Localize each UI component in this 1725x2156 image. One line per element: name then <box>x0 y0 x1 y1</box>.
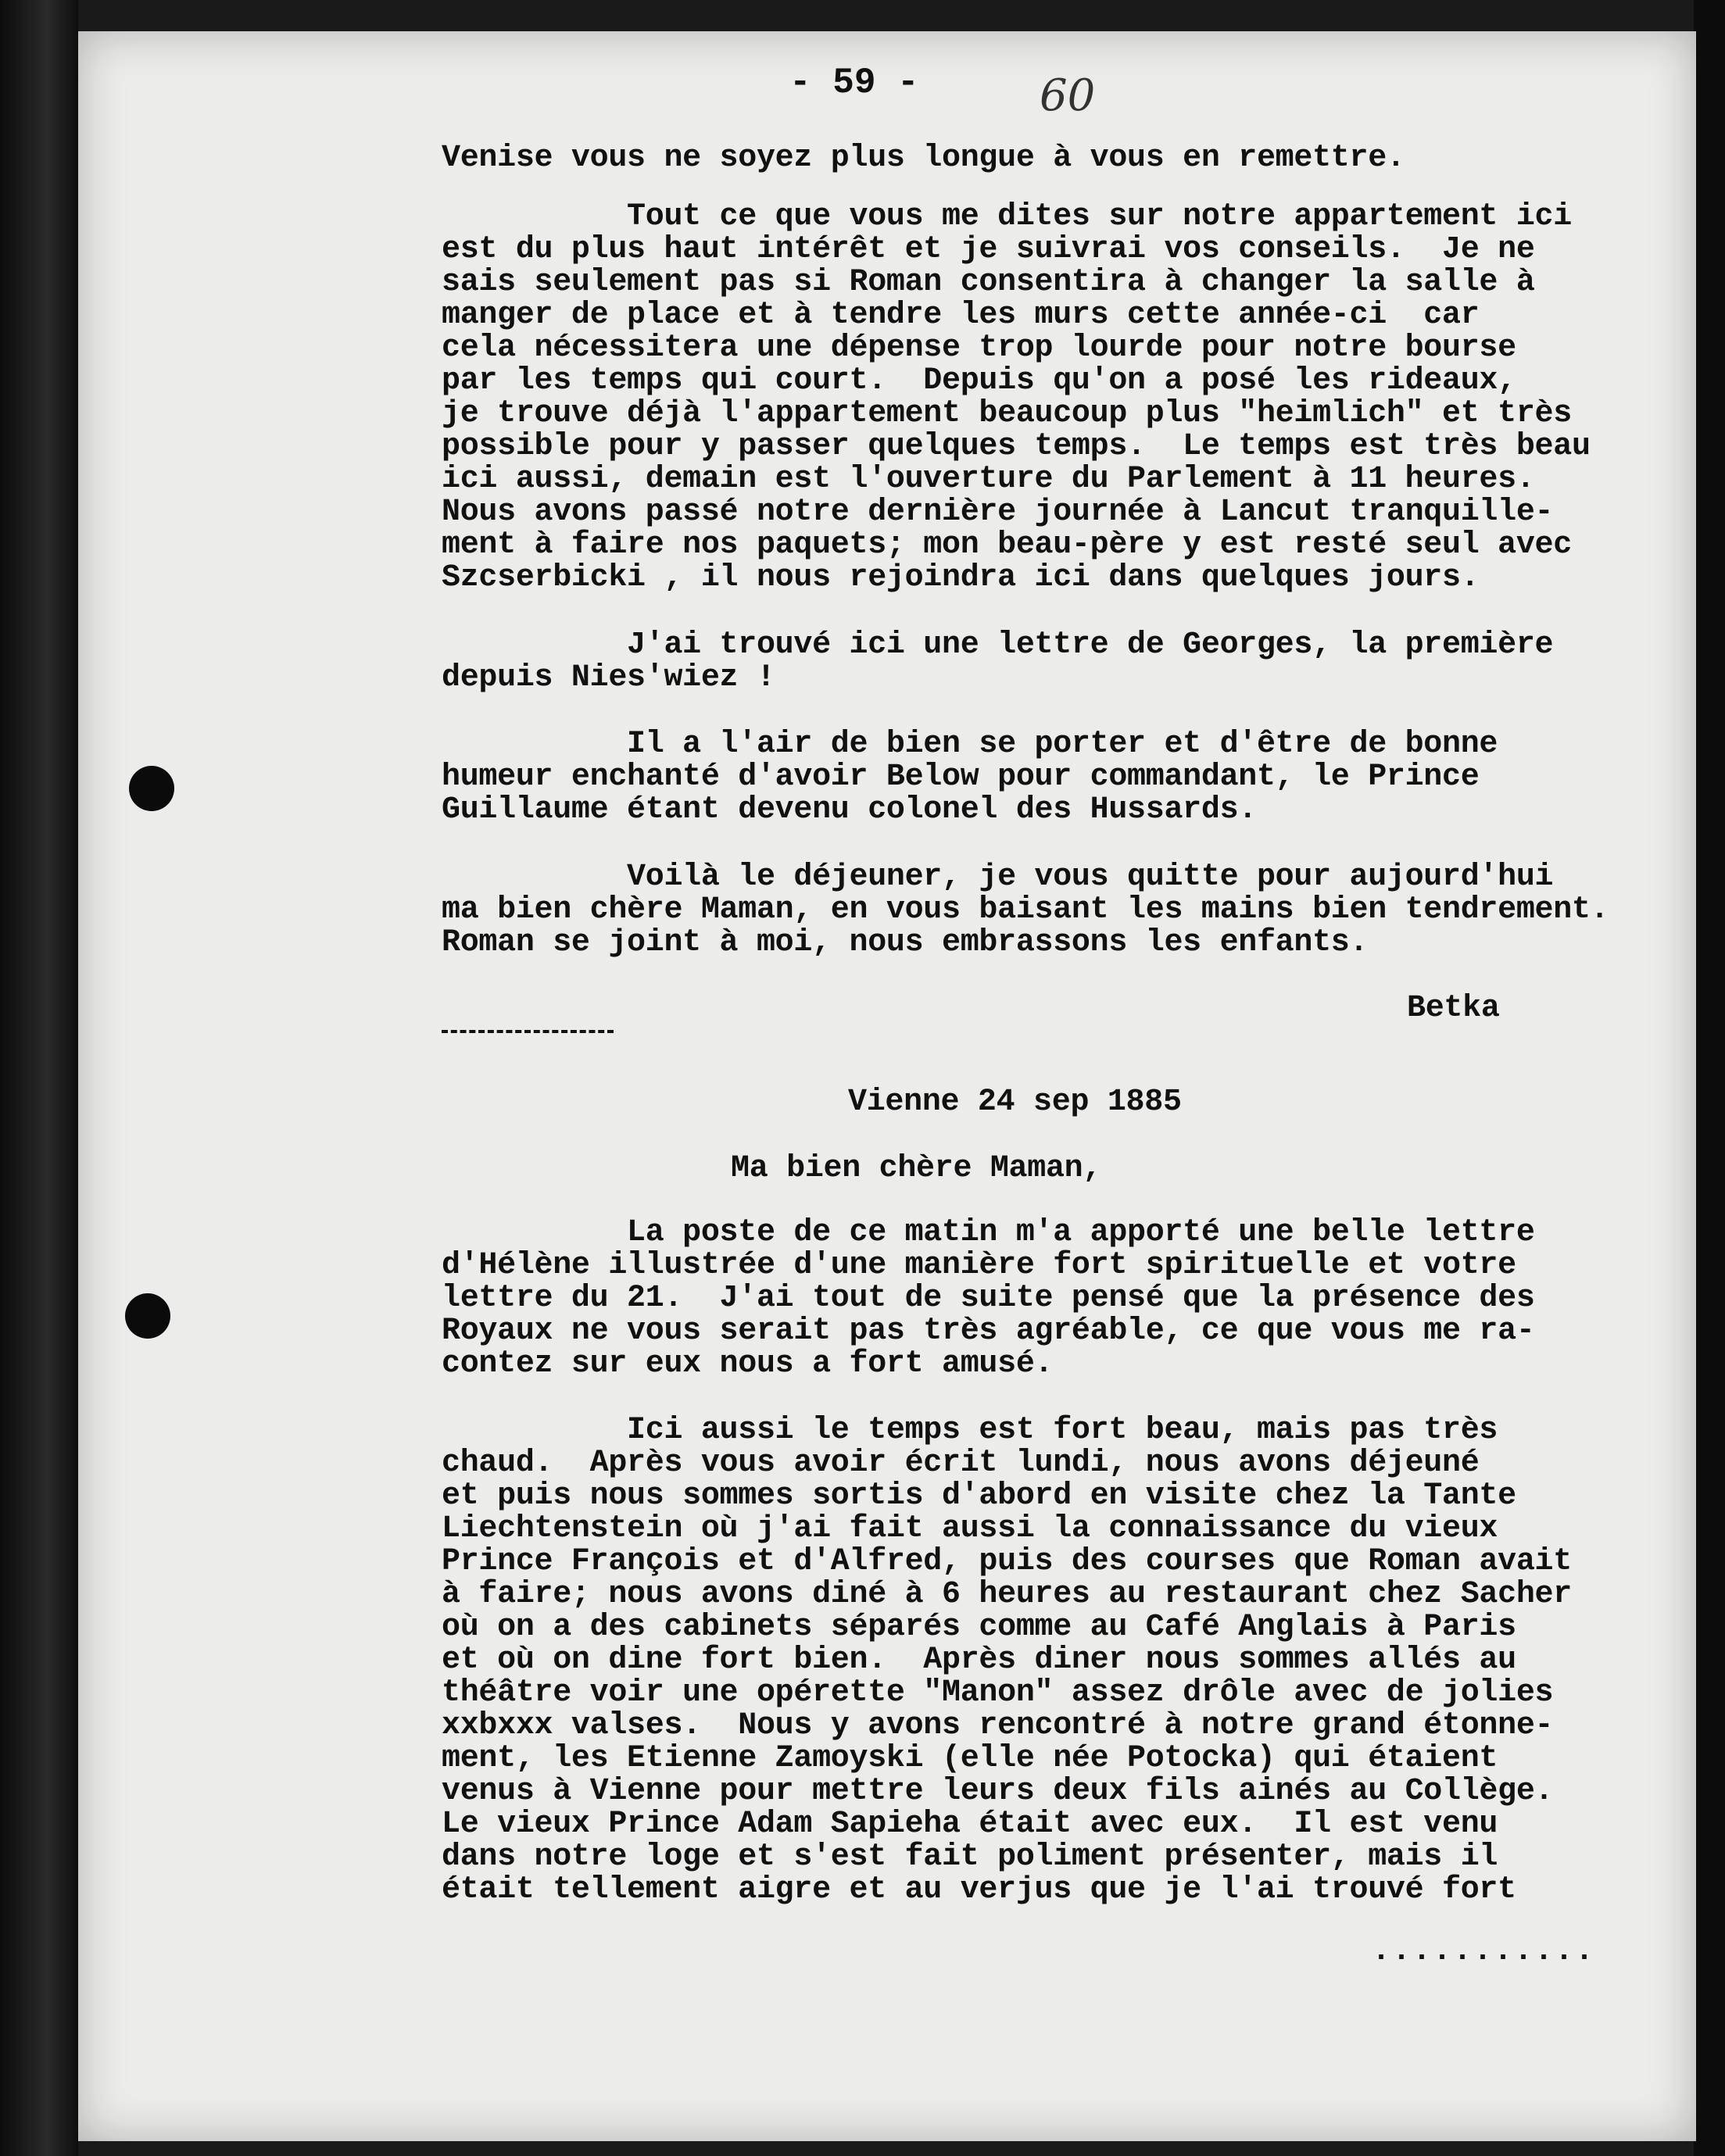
text-line: ment à faire nos paquets; mon beau-père y est resté seul avec <box>442 527 1572 563</box>
text-line: contez sur eux nous a fort amusé. <box>442 1346 1054 1382</box>
text-line: venus à Vienne pour mettre leurs deux fils ainés au Collège. <box>442 1774 1554 1809</box>
text-line: et où on dine fort bien. Après diner nous sommes allés au <box>442 1643 1516 1678</box>
text-line: J'ai trouvé ici une lettre de Georges, la première <box>442 627 1554 663</box>
text-line: Ici aussi le temps est fort beau, mais pas très <box>442 1413 1498 1448</box>
text-line: Le vieux Prince Adam Sapieha était avec eux. Il est venu <box>442 1807 1498 1842</box>
text-line: xxbxxx valses. Nous y avons rencontré à notre grand étonne- <box>442 1708 1554 1743</box>
continuation-dots: ........... <box>1372 1934 1596 1969</box>
text-line: ment, les Etienne Zamoyski (elle née Potocka) qui étaient <box>442 1741 1498 1776</box>
text-line: ma bien chère Maman, en vous baisant les mains bien tendrement. <box>442 892 1609 928</box>
film-edge-left <box>0 0 78 2156</box>
text-line: Nous avons passé notre dernière journée à Lancut tranquille- <box>442 495 1554 530</box>
text-line: humeur enchanté d'avoir Below pour commandant, le Prince <box>442 760 1480 795</box>
text-line: Guillaume étant devenu colonel des Hussards. <box>442 792 1257 828</box>
text-line: cela nécessitera une dépense trop lourde pour notre bourse <box>442 331 1516 366</box>
text-line: manger de place et à tendre les murs cette année-ci car <box>442 298 1480 333</box>
text-line: dans notre loge et s'est fait poliment présenter, mais il <box>442 1840 1498 1875</box>
text-line: Liechtenstein où j'ai fait aussi la connaissance du vieux <box>442 1511 1498 1546</box>
text-line: Royaux ne vous serait pas très agréable, ce que vous me ra- <box>442 1314 1535 1349</box>
letter-2-place-date: Vienne 24 sep 1885 <box>848 1085 1182 1120</box>
text-line: depuis Nies'wiez ! <box>442 660 775 695</box>
text-line: chaud. Après vous avoir écrit lundi, nous avons déjeuné <box>442 1446 1480 1481</box>
text-line: théâtre voir une opérette "Manon" assez drôle avec de jolies <box>442 1675 1554 1711</box>
text-line: lettre du 21. J'ai tout de suite pensé que la présence des <box>442 1281 1535 1316</box>
text-line: et puis nous sommes sortis d'abord en visite chez la Tante <box>442 1478 1516 1514</box>
text-line: à faire; nous avons diné à 6 heures au restaurant chez Sacher <box>442 1577 1572 1612</box>
text-line: était tellement aigre et au verjus que je l'ai trouvé fort <box>442 1872 1516 1908</box>
letter-separator <box>442 1030 614 1036</box>
text-line: Il a l'air de bien se porter et d'être de bonne <box>442 727 1498 762</box>
text-line: Prince François et d'Alfred, puis des courses que Roman avait <box>442 1544 1572 1579</box>
text-line: possible pour y passer quelques temps. Le temps est très beau <box>442 429 1591 464</box>
text-line: où on a des cabinets séparés comme au Café Anglais à Paris <box>442 1610 1516 1645</box>
text-line: par les temps qui court. Depuis qu'on a posé les rideaux, <box>442 363 1516 399</box>
text-line: Venise vous ne soyez plus longue à vous en remettre. <box>442 141 1405 176</box>
text-line: ici aussi, demain est l'ouverture du Parlement à 11 heures. <box>442 462 1535 497</box>
text-line: est du plus haut intérêt et je suivrai vos conseils. Je ne <box>442 232 1535 267</box>
text-line: Tout ce que vous me dites sur notre appartement ici <box>442 199 1572 234</box>
film-edge-right <box>1694 0 1725 2156</box>
signature: Betka <box>1407 991 1500 1026</box>
punch-hole-bottom <box>125 1293 170 1339</box>
page-number: - 59 - <box>789 63 919 103</box>
text-line: je trouve déjà l'appartement beaucoup plus "heimlich" et très <box>442 396 1572 431</box>
punch-hole-top <box>129 766 174 811</box>
text-line: La poste de ce matin m'a apporté une belle lettre <box>442 1215 1535 1250</box>
text-line: d'Hélène illustrée d'une manière fort spirituelle et votre <box>442 1248 1516 1283</box>
text-line: Szcserbicki , il nous rejoindra ici dans quelques jours. <box>442 560 1480 595</box>
text-line: Roman se joint à moi, nous embrassons les enfants. <box>442 925 1369 960</box>
text-line: sais seulement pas si Roman consentira à changer la salle à <box>442 265 1535 300</box>
text-line: Voilà le déjeuner, je vous quitte pour aujourd'hui <box>442 860 1554 895</box>
handwritten-page-number: 60 <box>1040 70 1096 121</box>
letter-2-salutation: Ma bien chère Maman, <box>731 1151 1102 1186</box>
